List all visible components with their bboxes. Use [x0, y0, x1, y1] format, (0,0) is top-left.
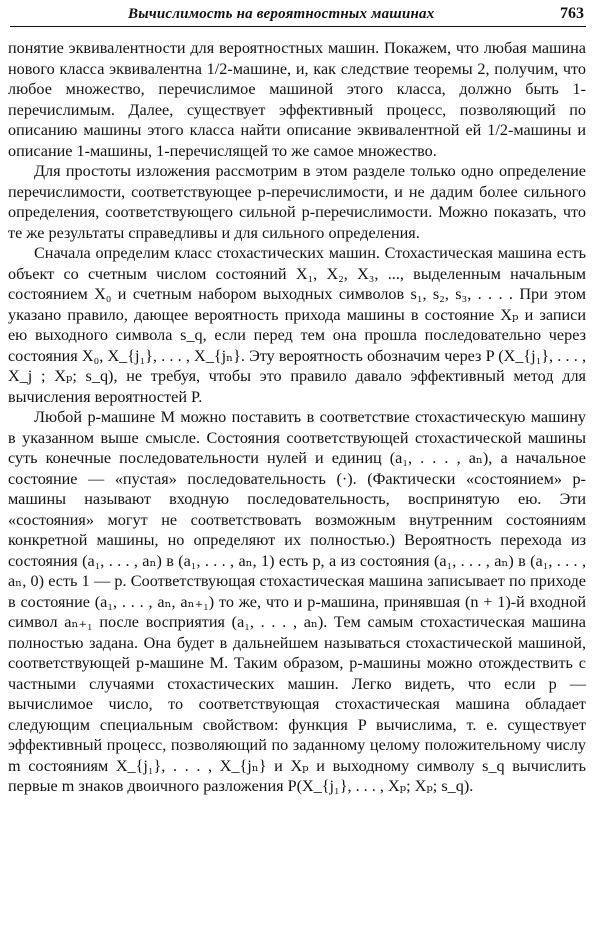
paragraph: Любой p-машине M можно поставить в соответствие стохастическую машину в указанном выше смысле. Состояния соответствующей стохастической машины суть конечные последовательности нулей и единиц (a₁, . . . , aₙ), а начальное состояние — «пустая» последовательность (·). (Фактически «состоянием» p-машины называют входную последовательность, воспринятую ею. Эти «состояния» могут не соответствовать возможным внутренним состояниям конкретной машины, но определяют их полностью.) Вероятность перехода из состояния (a₁, . . . , aₙ) в (a₁, . . . , aₙ, 1) есть p, а из состояния (a₁, . . . , aₙ) в (a₁, . . . , aₙ, 0) есть 1 — p. Соответствующая стохастическая машина записывает по приходе в состояние (a₁, . . . , aₙ, aₙ₊₁) то же, что и p-машина, принявшая (n + 1)-й входной символ aₙ₊₁ после восприятия (a₁, . . . , aₙ). Тем самым стохастическая машина полностью задана. Она будет в дальнейшем называться стохастической машиной, соответствующей p-машине M. Таким образом, p-машины можно отождествить с частными случаями стохастических машин. Легко видеть, что если p — вычислимое число, то соответствующая стохастическая машина обладает следующим специальным свойством: функция P вычислима, т. е. существует эффективный процесс, позволяющий по заданному целому положительному числу m состояниям X_{j₁}, . . . , X_{jₙ} и Xₚ и выходному символу s_q вычислить первые m знаков двоичного разложения P(X_{j₁}, . . . , Xₚ; Xₚ; s_q). [8, 408, 586, 795]
paragraph: Сначала определим класс стохастических машин. Стохастическая машина есть объект со счетным числом состояний X₁, X₂, X₃, ..., выделенным начальным состоянием X₀ и счетным набором выходных символов s₁, s₂, s₃, . . . . При этом указано правило, дающее вероятность прихода машины в состояние Xₚ и записи ею выходного символа s_q, если перед тем она прошла последовательно через состояния X₀, X_{j₁}, . . . , X_{jₙ}. Эту вероятность обозначим через P (X_{j₁}, . . . , X_j ; Xₚ; s_q), не требуя, чтобы это правило давало эффективный метод для вычисления вероятностей P. [8, 244, 586, 406]
running-title: Вычислимость на вероятностных машинах [128, 6, 435, 22]
paragraph: понятие эквивалентности для вероятностных машин. Покажем, что любая машина нового класса эквивалентна 1/2-машине, и, как следствие теоремы 2, получим, что любое множество, перечислимое машиной этого класса, должно быть 1-перечислимым. Далее, существует эффективный процесс, позволяющий по описанию машины этого класса найти описание эквивалентной ей 1/2-машины и описание 1-машины, 1-перечислящей то же самое множество. [8, 39, 586, 160]
page-header [10, 4, 586, 27]
paragraph: Для простоты изложения рассмотрим в этом разделе только одно определение перечислимости, соответствующее p-перечислимости, и не дадим более сильного определения, соответствующего сильной p-перечислимости. Можно показать, что те же результаты справедливы и для сильного определения. [8, 162, 586, 242]
page-number: 763 [560, 5, 584, 22]
body-text [8, 38, 586, 797]
